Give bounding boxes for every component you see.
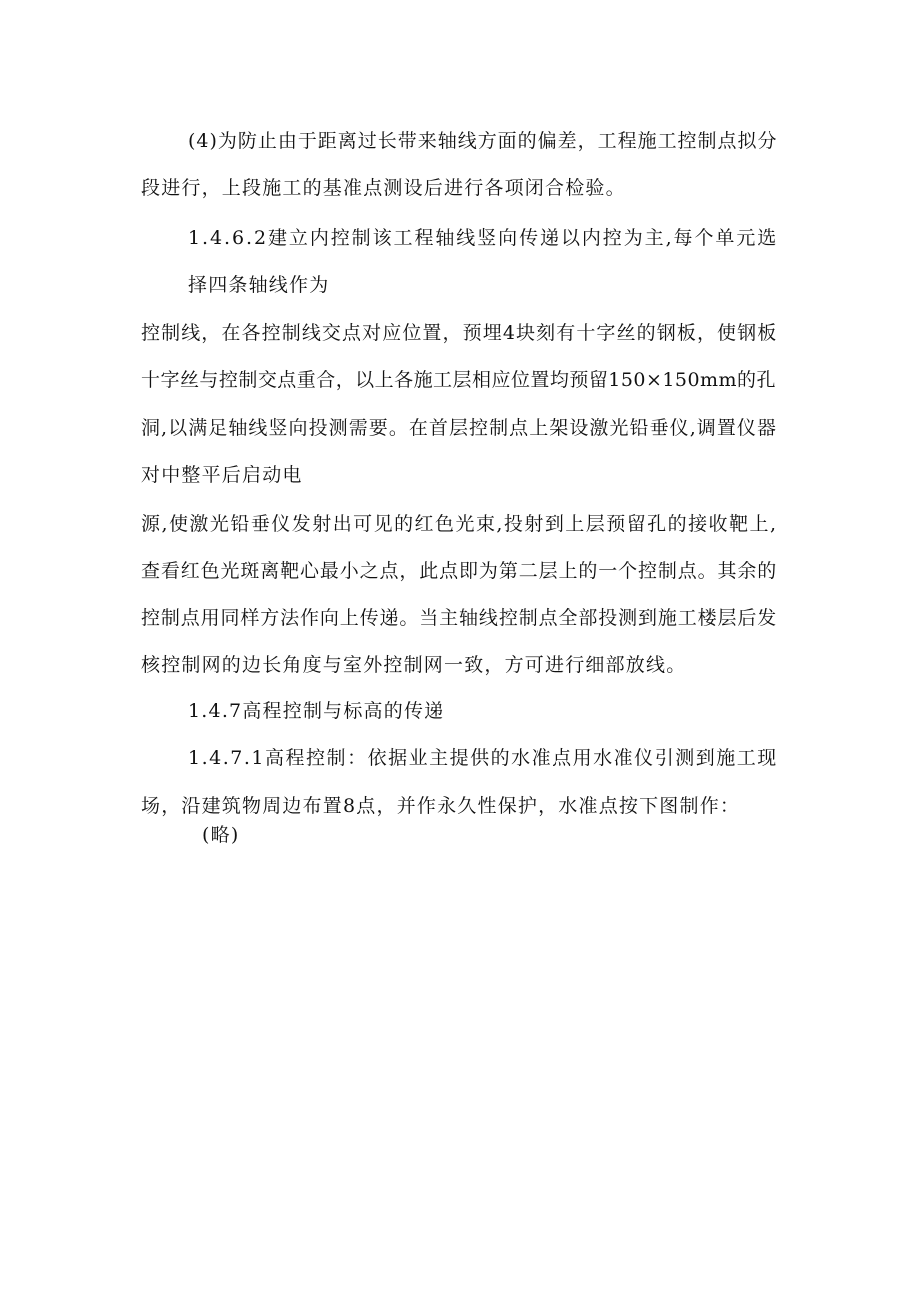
omitted-note — [202, 821, 239, 849]
text-line: 场，沿建筑物周边布置8点，并作永久性保护，水准点按下图制作： — [141, 795, 741, 817]
section-1-4-6-2-line-1 — [188, 224, 784, 252]
section-1-4-7-1-line-2 — [141, 792, 740, 820]
text-line: 择四条轴线作为 — [188, 274, 330, 296]
text-line: 1.4.7.1高程控制：依据业主提供的水准点用水准仪引测到施工现 — [188, 747, 778, 769]
body-line-control — [141, 319, 784, 347]
paragraph-4-line-2 — [141, 174, 626, 202]
body-line-spot — [141, 557, 784, 585]
body-line-check — [141, 651, 686, 679]
text-line: 十字丝与控制交点重合，以上各施工层相应位置均预留150×150mm的孔 — [141, 369, 776, 391]
text-line: 查看红色光斑离靶心最小之点，此点即为第二层上的一个控制点。其余的 — [141, 560, 778, 582]
body-line-crosshair — [141, 366, 784, 394]
body-line-centering — [141, 461, 303, 489]
text-line: 源,使激光铅垂仪发射出可见的红色光束,投射到上层预留孔的接收靶上, — [141, 513, 778, 535]
text-line: 段进行，上段施工的基准点测设后进行各项闭合检验。 — [141, 177, 626, 199]
text-line: 控制点用同样方法作向上传递。当主轴线控制点全部投测到施工楼层后发 — [141, 607, 778, 629]
text-line: 核控制网的边长角度与室外控制网一致，方可进行细部放线。 — [141, 654, 687, 676]
text-line: 控制线，在各控制线交点对应位置，预埋4块刻有十字丝的钢板，使钢板 — [141, 322, 778, 344]
paragraph-4-line-1 — [188, 127, 784, 155]
section-1-4-6-2-line-2 — [188, 271, 329, 299]
section-1-4-7-1-line-1 — [188, 744, 784, 772]
text-line: (4)为防止由于距离过长带来轴线方面的偏差，工程施工控制点拟分 — [188, 130, 778, 152]
text-line: 1.4.6.2建立内控制该工程轴线竖向传递以内控为主,每个单元选 — [188, 227, 779, 249]
text-line: 1.4.7高程控制与标高的传递 — [188, 700, 445, 722]
body-line-transfer — [141, 604, 784, 632]
body-line-laser — [141, 510, 784, 538]
text-line: (略) — [202, 824, 240, 846]
text-line: 洞,以满足轴线竖向投测需要。在首层控制点上架设激光铅垂仪,调置仪器 — [141, 417, 778, 439]
text-line: 对中整平后启动电 — [141, 464, 303, 486]
section-heading-1-4-7 — [188, 697, 444, 725]
body-line-hole — [141, 414, 784, 442]
